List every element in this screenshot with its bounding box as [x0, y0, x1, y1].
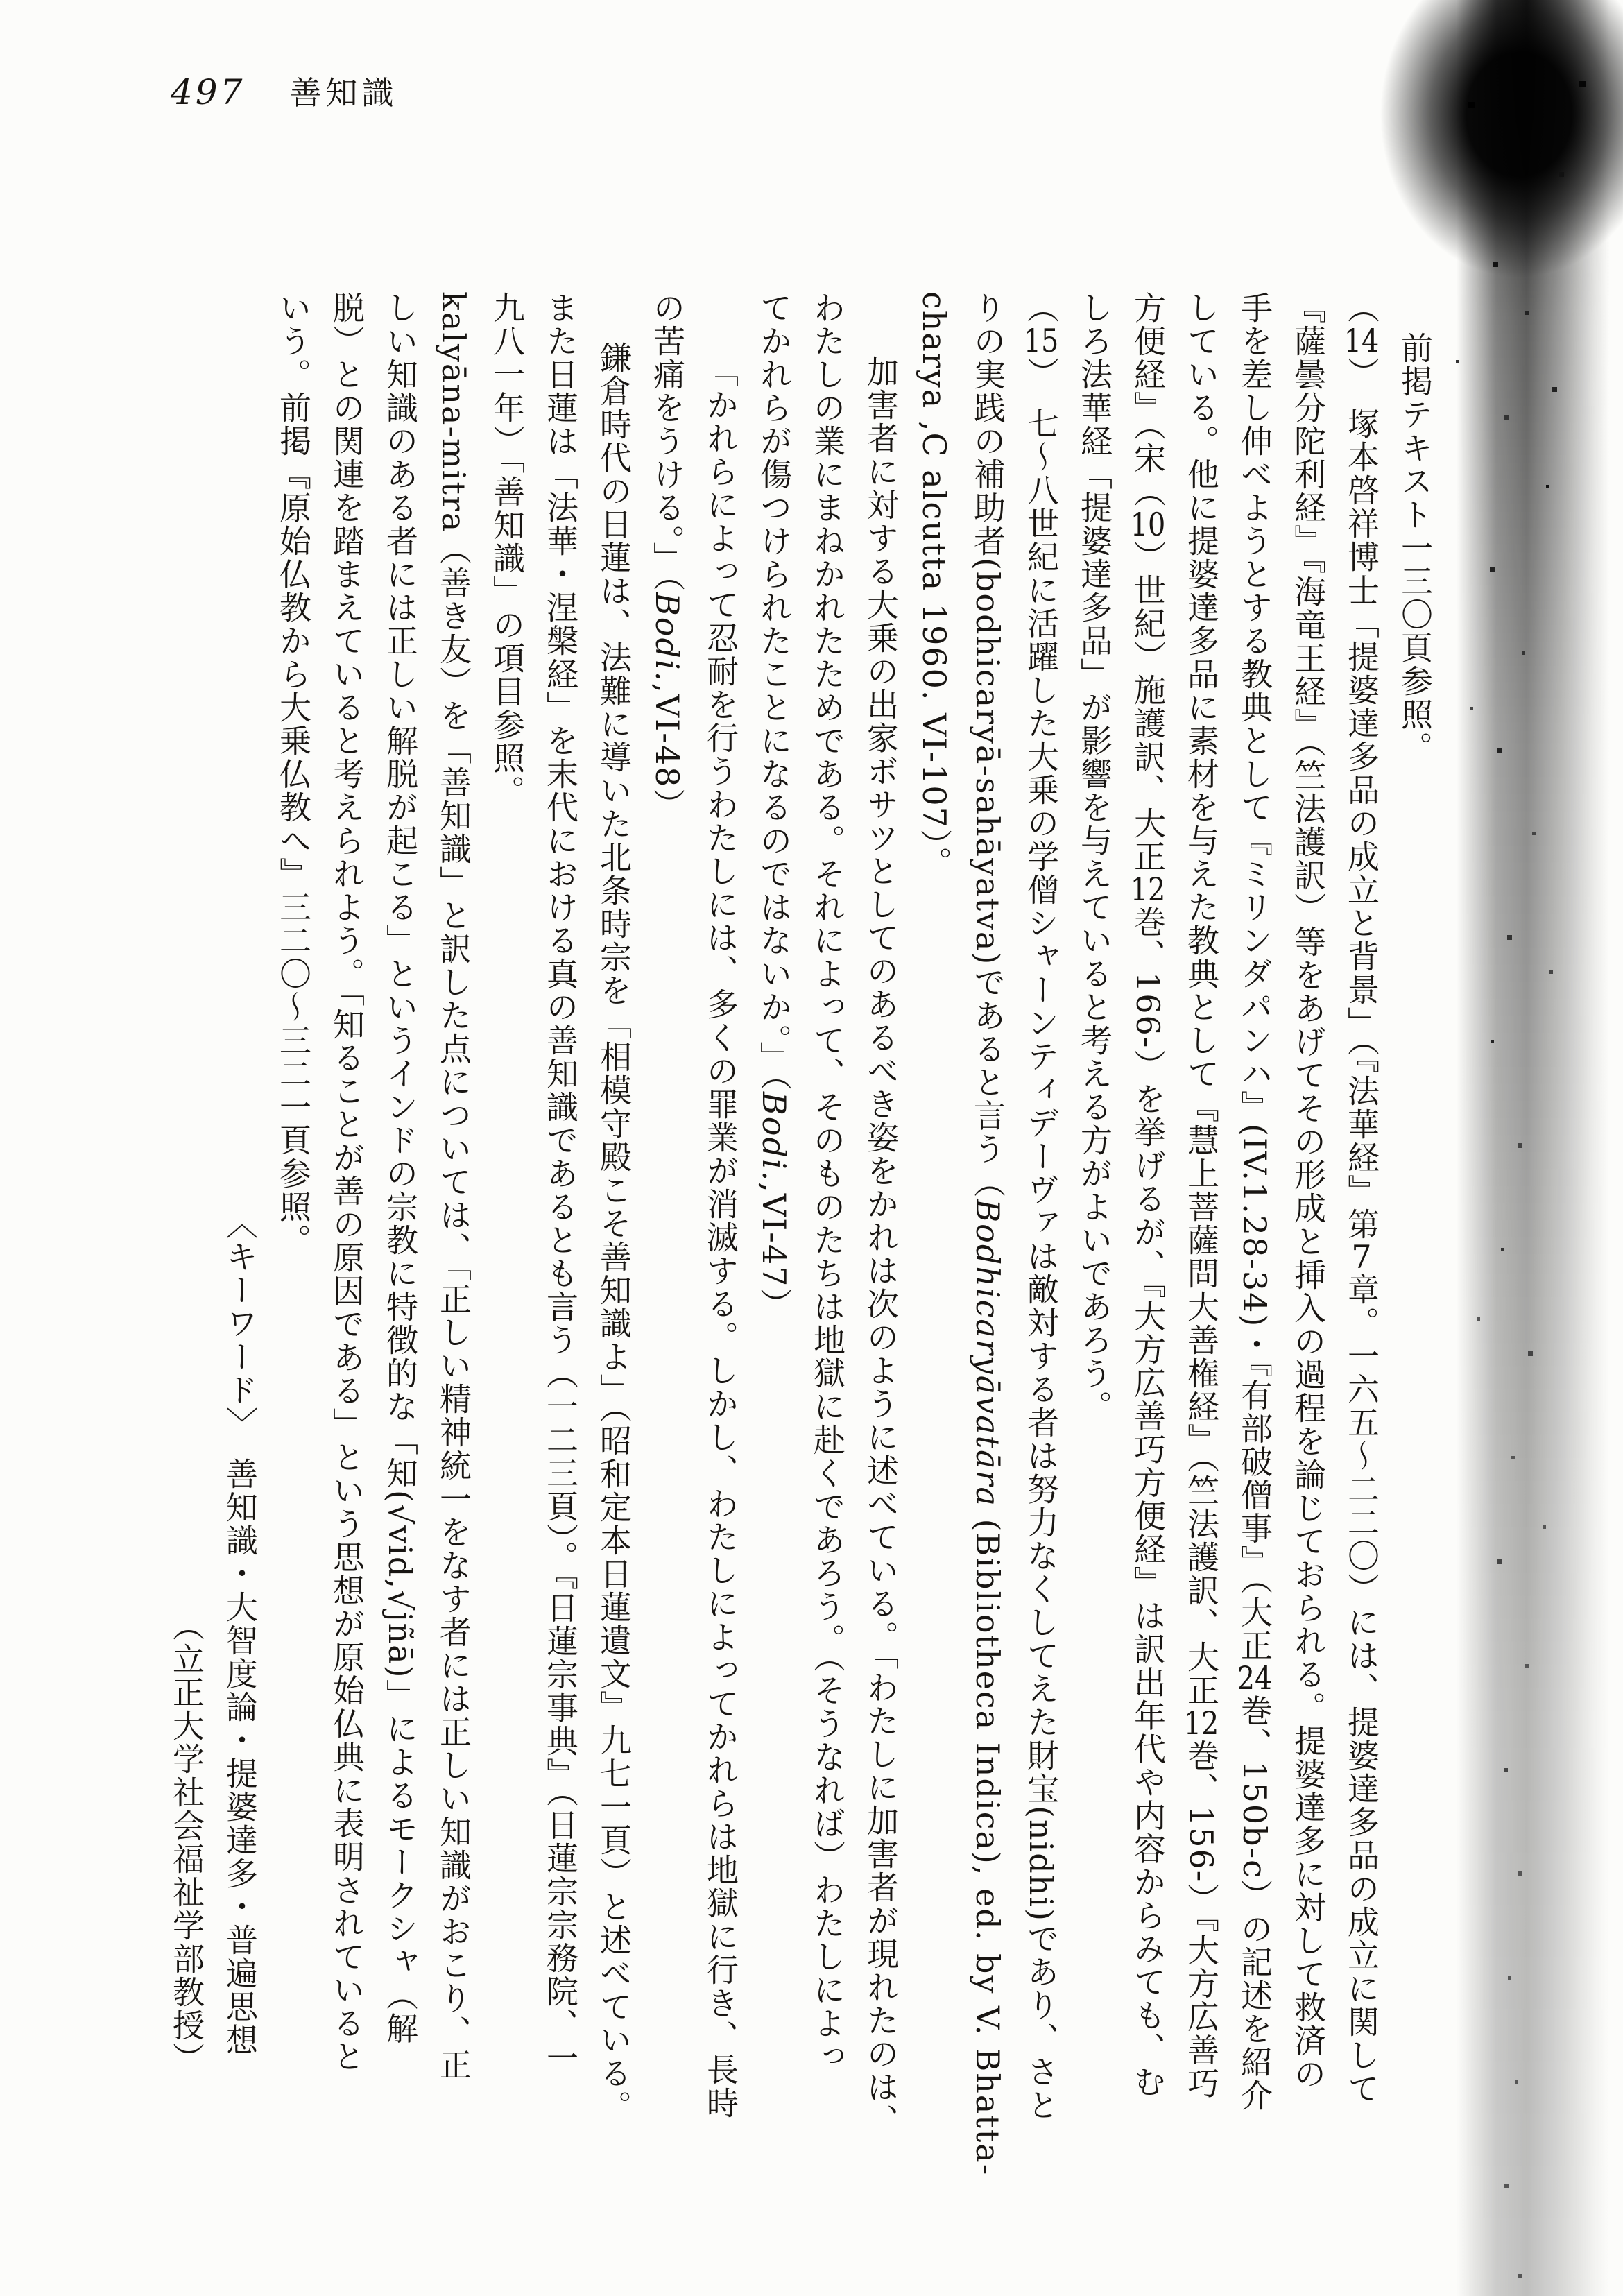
text-column-2: （14） 塚本啓祥博士「提婆達多品の成立と背景」（『法華経』第7章。一六五～二二〇）には、提婆達多品の成立に関して: [1343, 291, 1380, 2105]
text-column-12: わたしの業にまねかれたためである。それによって、そのものたちは地獄に赴くであろう。（そうなれば）わたしによっ: [809, 291, 846, 2073]
text-column-3: 『薩曇分陀利経』『海竜王経』（竺法護訳）等をあげてその形成と挿入の過程を論じておられる。提婆達多に対して救済の: [1289, 291, 1327, 2091]
text-column-20: しい知識のある者には正しい解脱が起こる」というインドの宗教に特徴的な「知(√vid,√jñā)」によるモークシャ（解: [381, 291, 419, 2046]
text-column-6: 方便経』（宋（10）世紀）施護訳、大正12巻、166-）を挙げるが、『大方広善巧方便経』は訳出年代や内容からみても、む: [1129, 291, 1167, 2099]
scan-edge-artifact: [1457, 0, 1609, 2296]
text-column-15: の苦痛をうける。」（Bodi.,VI-48）: [649, 291, 686, 822]
text-column-16: 鎌倉時代の日蓮は、法難に導いた北条時宗を「相模守殿こそ善知識よ」（昭和定本日蓮遺文』九七一頁）と述べている。: [595, 341, 633, 2123]
text-column-22: いう。前掲『原始仏教から大乗仏教へ』三二〇～三二一頁参照。: [275, 291, 312, 1257]
page-header: [171, 68, 397, 114]
text-column-10: charya ,C alcutta 1960. VI-107）。: [916, 291, 953, 880]
text-column-11: 加害者に対する大乗の出家ボサツとしてのあるべき姿をかれは次のように述べている。「わたしに加害者が現れたのは、: [862, 355, 900, 2137]
text-column-17: また日蓮は「法華・涅槃経」を末代における真の善知識であるとも言う（一二三頁）。『日蓮宗事典』（日蓮宗宗務院、一: [542, 291, 579, 2075]
text-column-13: てかれらが傷つけられたことになるのではないか。」（Bodi.,VI-47）: [755, 291, 793, 1321]
text-column-1: 前掲テキスト一三〇頁参照。: [1396, 332, 1434, 764]
text-column-19: kalyāna-mitra（善き友）を「善知識」と訳した点については、「正しい精神統一をなす者には正しい知識がおこり、正: [435, 291, 472, 2082]
text-column-8: （15） 七～八世紀に活躍した大乗の学僧シャーンティデーヴァは敵対する者は努力なくしてえた財宝(nidhi)であり、さと: [1022, 291, 1060, 2123]
keywords-line: 〈キーワード〉 善知識・大智度論・提婆達多・普遍思想: [221, 1207, 259, 2057]
scan-noise-speckles: [0, 0, 2, 2]
text-column-4: 手を差し伸べようとする教典として『ミリンダパンハ』(IV.1.28-34)・『有部破僧事』（大正24巻、150b-c）の記述を紹介: [1236, 291, 1273, 2112]
scan-corner-artifact: [1380, 0, 1623, 277]
text-column-21: 脱）との関連を踏まえていると考えられよう。「知ることが善の原因である」という思想が原始仏典に表明されていると: [328, 291, 366, 2073]
text-column-18: 九八一年）「善知識」の項目参照。: [488, 291, 526, 808]
page-number: 497: [171, 72, 246, 112]
author-affiliation: （立正大学社会福祉学部教授）: [168, 1609, 205, 2075]
text-column-14: 「かれらによって忍耐を行うわたしには、多くの罪業が消滅する。しかし、わたしによってかれらは地獄に行き、長時: [702, 355, 739, 2120]
text-column-9: りの実践の補助者(bodhicaryā-sahāyatva)であると言う（Bodhicaryāvatāra (Bibliotheca Indica), ed. by V. Bhatta-: [969, 291, 1006, 2177]
running-title: 善知識: [289, 74, 398, 112]
notes-text-block: [160, 291, 1441, 2176]
text-column-5: している。他に提婆達多品に素材を与えた教典として『慧上菩薩問大善権経』（竺法護訳、大正12巻、156-）『大方広善巧: [1183, 291, 1220, 2100]
text-column-7: しろ法華経「提婆達多品」が影響を与えていると考える方がよいであろう。: [1076, 291, 1113, 1423]
